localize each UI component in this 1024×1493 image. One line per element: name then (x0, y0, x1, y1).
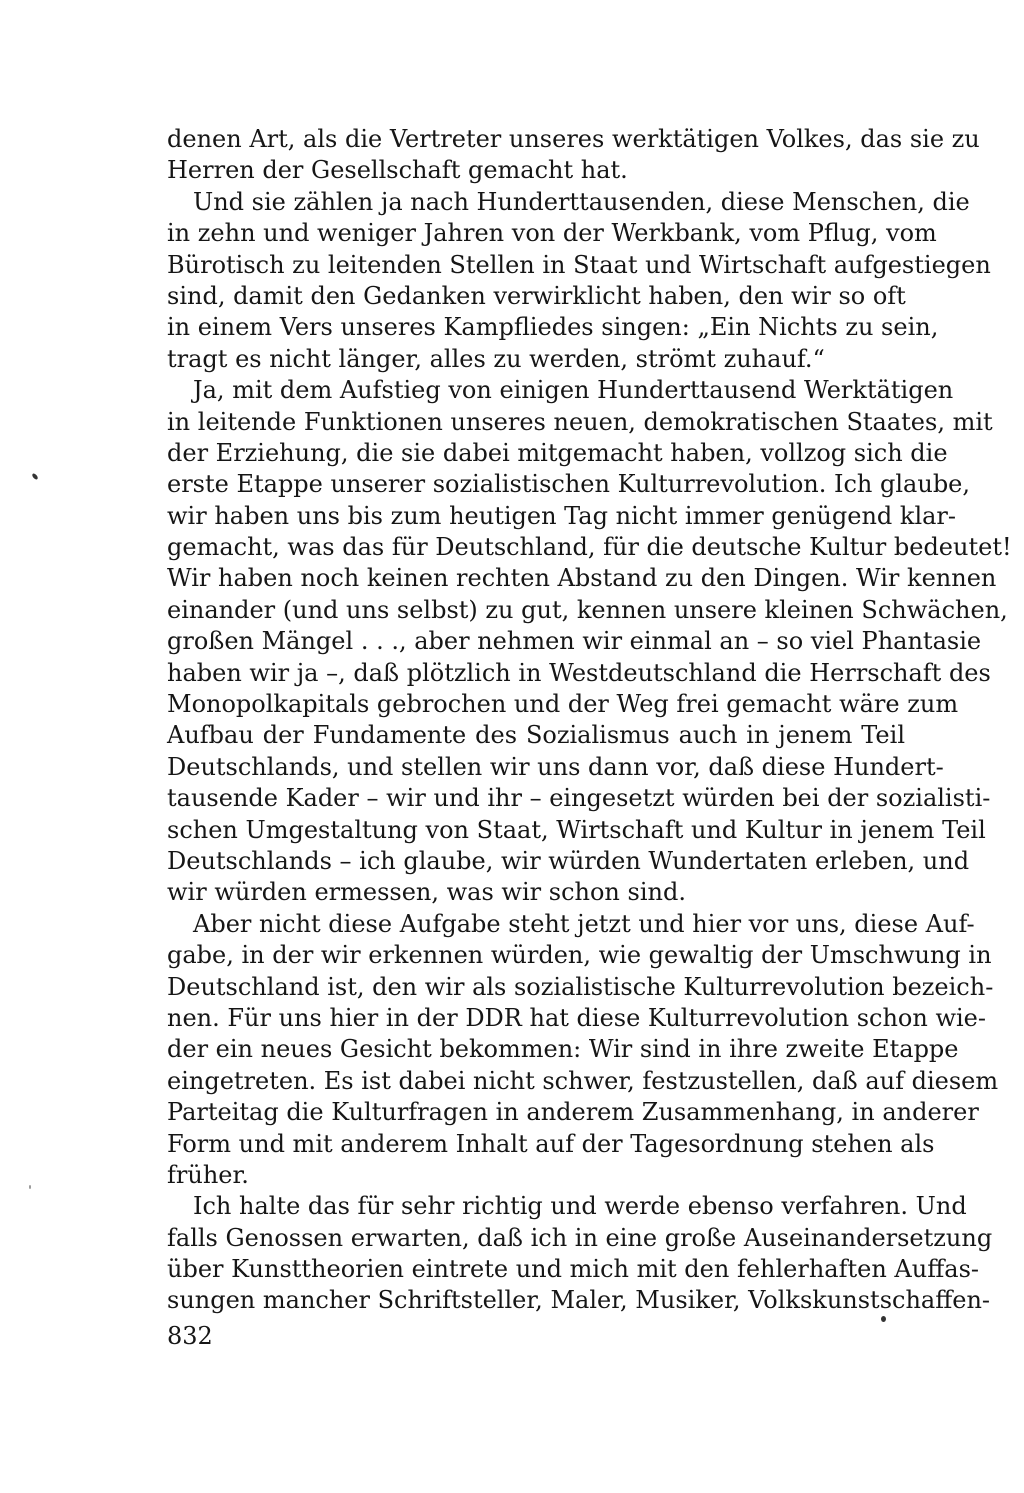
text-line: Deutschland ist, den wir als sozialistische Kulturrevolution bezeich- (167, 972, 994, 1001)
scan-speck (29, 1185, 31, 1189)
text-line: Und sie zählen ja nach Hunderttausenden, diese Menschen, die (193, 187, 970, 216)
text-line: tragt es nicht länger, alles zu werden, strömt zuhauf.“ (167, 344, 825, 373)
text-line: wir würden ermessen, was wir schon sind. (167, 878, 686, 907)
paragraph (167, 187, 991, 375)
text-line: Aufbau der Fundamente des Sozialismus auch in jenem Teil (167, 721, 905, 750)
text-line: Ja, mit dem Aufstieg von einigen Hunderttausend Werktätigen (193, 376, 954, 405)
text-line: in leitende Funktionen unseres neuen, demokratischen Staates, mit (167, 407, 993, 436)
text-line: erste Etappe unserer sozialistischen Kulturrevolution. Ich glaube, (167, 470, 971, 499)
text-line: großen Mängel . . ., aber nehmen wir einmal an – so viel Phantasie (167, 627, 982, 656)
text-line: Form und mit anderem Inhalt auf der Tagesordnung stehen als (167, 1129, 935, 1158)
text-line: Deutschlands, und stellen wir uns dann vor, daß diese Hundert- (167, 752, 944, 781)
page-number: 832 (167, 1322, 213, 1350)
text-line: Aber nicht diese Aufgabe steht jetzt und hier vor uns, diese Auf- (193, 909, 975, 938)
text-line: gabe, in der wir erkennen würden, wie gewaltig der Umschwung in (167, 941, 992, 970)
scan-speck (31, 473, 39, 481)
text-line: eingetreten. Es ist dabei nicht schwer, festzustellen, daß auf diesem (167, 1066, 999, 1095)
text-line: Parteitag die Kulturfragen in anderem Zusammenhang, in anderer (167, 1098, 979, 1127)
paragraph (167, 375, 1012, 909)
scan-speck (881, 1316, 886, 1322)
text-line: einander (und uns selbst) zu gut, kennen unsere kleinen Schwächen, (167, 595, 1008, 624)
paragraph (167, 909, 999, 1192)
text-line: gemacht, was das für Deutschland, für die deutsche Kultur bedeutet! (167, 533, 1012, 562)
text-line: der ein neues Gesicht bekommen: Wir sind in ihre zweite Etappe (167, 1035, 959, 1064)
text-line: Bürotisch zu leitenden Stellen in Staat und Wirtschaft aufgestiegen (167, 250, 991, 279)
text-line: haben wir ja –, daß plötzlich in Westdeutschland die Herrschaft des (167, 658, 991, 687)
text-line: Herren der Gesellschaft gemacht hat. (167, 156, 628, 185)
text-line: nen. Für uns hier in der DDR hat diese Kulturrevolution schon wie- (167, 1003, 986, 1032)
text-line: falls Genossen erwarten, daß ich in eine große Auseinandersetzung (167, 1223, 993, 1252)
text-line: sungen mancher Schriftsteller, Maler, Musiker, Volkskunstschaffen- (167, 1286, 991, 1315)
text-line: Deutschlands – ich glaube, wir würden Wundertaten erleben, und (167, 846, 970, 875)
text-line: der Erziehung, die sie dabei mitgemacht haben, vollzog sich die (167, 438, 948, 467)
text-line: in zehn und weniger Jahren von der Werkbank, vom Pflug, vom (167, 219, 937, 248)
text-line: Monopolkapitals gebrochen und der Weg frei gemacht wäre zum (167, 690, 959, 719)
text-line: Ich halte das für sehr richtig und werde ebenso verfahren. Und (193, 1192, 967, 1221)
text-line: früher. (167, 1160, 249, 1189)
text-line: über Kunsttheorien eintrete und mich mit den fehlerhaften Auffas- (167, 1255, 980, 1284)
text-line: in einem Vers unseres Kampfliedes singen: „Ein Nichts zu sein, (167, 313, 939, 342)
text-line: wir haben uns bis zum heutigen Tag nicht immer genügend klar- (167, 501, 957, 530)
text-line: schen Umgestaltung von Staat, Wirtschaft und Kultur in jenem Teil (167, 815, 986, 844)
text-line: denen Art, als die Vertreter unseres werktätigen Volkes, das sie zu (167, 125, 980, 153)
text-line: tausende Kader – wir und ihr – eingesetzt würden bei der sozialisti- (167, 784, 991, 813)
text-line: sind, damit den Gedanken verwirklicht haben, den wir so oft (167, 281, 906, 310)
text-line: Wir haben noch keinen rechten Abstand zu den Dingen. Wir kennen (167, 564, 997, 593)
paragraph (167, 1191, 993, 1317)
body-text (167, 124, 1012, 1317)
paragraph (167, 124, 980, 187)
